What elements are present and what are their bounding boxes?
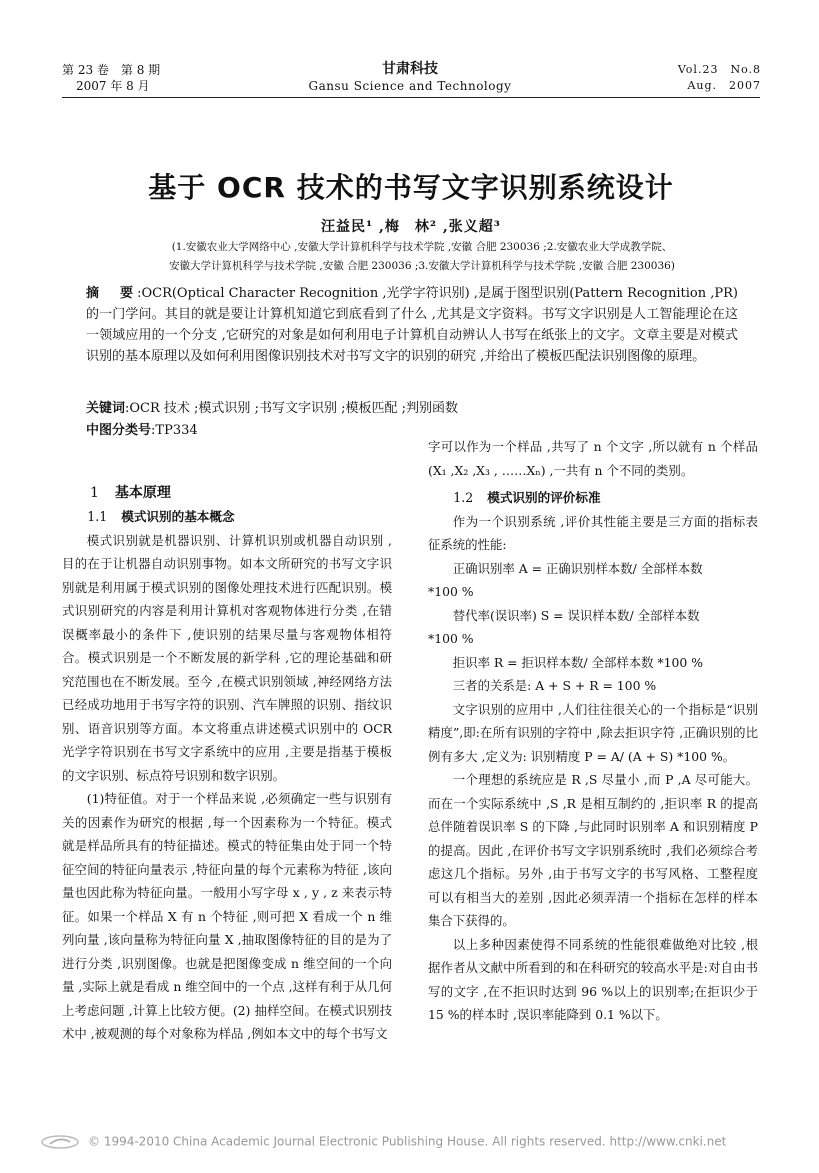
volume-issue-cn: 第 23 卷 第 8 期 xyxy=(62,63,161,77)
journal-name-en: Gansu Science and Technology xyxy=(308,79,512,93)
formula-rejection: 拒识率 R = 拒识样本数/ 全部样本数 *100 % xyxy=(452,654,704,670)
header-rule xyxy=(62,97,760,98)
date-en: Aug. 2007 xyxy=(687,79,761,92)
body-paragraph: 文字识别的应用中 ,人们往往很关心的一个指标是“识别精度”,即:在所有识别的字符中 ,除去拒识字符 ,正确识别的比例有多大 ,定义为: 识别精度 P = A/ (A + S) *100 %。 xyxy=(428,701,758,764)
body-paragraph: 以上多种因素使得不同系统的性能很难做绝对比较 ,根据作者从文献中所看到的和在科研究的较高水平是:对自由书写的文字 ,在不拒识时达到 96 %以上的识别率;在拒识少于 15 %的样本时 ,误识率能降到 0.1 %以下。 xyxy=(428,936,758,1022)
subsection-heading xyxy=(428,486,758,510)
keywords xyxy=(86,398,738,419)
formula-accuracy: 正确识别率 A = 正确识别样本数/ 全部样本数 xyxy=(452,560,703,576)
body-paragraph: 模式识别就是机器识别、计算机识别或机器自动识别 ,目的在于让机器自动识别事物。如本文所研究的书写文字识别就是利用属于模式识别的图像处理技术进行匹配识别。模式识别研究的内容是利用计算机对客观物体进行分类 ,在错误概率最小的条件下 ,使识别的结果尽量与客观物体相符合。模式识别是一个不断发展的新学科 ,它的理论基础和研究范围也在不断发展。至今 ,在模式识别领域 ,神经网络方法已经成功地用于书写字符的识别、汽车牌照的识别、指纹识别、语音识别等方面。本文将重点讲述模式识别中的 OCR 光学字符识别在书写文字系统中的应用 ,主要是指基于模板的文字识别、标点符号识别和数字识别。 xyxy=(62,532,392,783)
formula-accuracy-cont: *100 % xyxy=(428,584,474,599)
journal-name xyxy=(300,60,520,94)
affiliations xyxy=(92,238,752,276)
abstract-label: 摘 要 xyxy=(86,286,138,301)
volume-issue-en: Vol.23 No.8 xyxy=(677,63,761,76)
classification-text: :TP334 xyxy=(151,423,198,438)
body-paragraph-continued: 字可以作为一个样品 ,共写了 n 个文字 ,所以就有 n 个样品(X₁ ,X₂ ,X₃ , ……Xₙ) ,一共有 n 个不同的类别。 xyxy=(428,439,758,478)
right-column xyxy=(428,435,758,1027)
subsection-title: 模式识别的基本概念 xyxy=(121,509,235,524)
copyright-text: © 1994-2010 China Academic Journal Electronic Publishing House. All rights reserved. http://www.cnki.net xyxy=(88,1134,727,1149)
affiliation-line: (1.安徽农业大学网络中心 ,安徽大学计算机科学与技术学院 ,安徽 合肥 230036 ;2.安徽农业大学成教学院、 xyxy=(171,241,673,253)
copyright-footer xyxy=(40,1134,780,1150)
subsection-number: 1.2 xyxy=(453,490,474,505)
left-column xyxy=(62,481,392,1046)
date-cn: 2007 年 8 月 xyxy=(76,79,150,93)
paper-title: 基于 OCR 技术的书写文字识别系统设计 xyxy=(148,171,674,204)
formula-relation: 三者的关系是: A + S + R = 100 % xyxy=(452,678,657,693)
subsection-number: 1.1 xyxy=(87,509,108,524)
section-heading xyxy=(62,481,392,505)
journal-issue-en xyxy=(678,62,761,94)
cnki-logo-icon xyxy=(40,1134,80,1150)
abstract xyxy=(86,283,738,367)
affiliation-line: 安徽大学计算机科学与技术学院 ,安徽 合肥 230036 ;3.安徽大学计算机科学与技术学院 ,安徽 合肥 230036) xyxy=(169,260,675,272)
body-paragraph: 作为一个识别系统 ,评价其性能主要是三方面的指标表征系统的性能: xyxy=(428,513,758,552)
journal-issue-cn xyxy=(62,62,160,94)
formula-substitution-cont: *100 % xyxy=(428,631,474,646)
abstract-text: :OCR(Optical Character Recognition ,光学字符识别) ,是属于图型识别(Pattern Recognition ,PR)的一门学问。其目的就是要让计算机知道它到底看到了什么 ,尤其是文字资料。书写文字识别是人工智能理论在这一领域应用的一个分支 ,它研究的对象是如何利用电子计算机自动辨认人书写在纸张上的文字。文章主要是对模式识别的基本原理以及如何利用图像识别技术对书写文字的识别的研究 ,并给出了模板匹配法识别图像的原理。 xyxy=(86,286,738,364)
body-paragraph: 一个理想的系统应是 R ,S 尽量小 ,而 P ,A 尽可能大。而在一个实际系统中 ,S ,R 是相互制约的 ,拒识率 R 的提高总伴随着误识率 S 的下降 ,与此同时识别率 A 和识别精度 P 的提高。因此 ,在评价书写文字识别系统时 ,我们必须综合考虑这几个指标。另外 ,由于书写文字的书写风格、工整程度可以有相当大的差别 ,因此必须弄清一个指标在怎样的样本集合下获得的。 xyxy=(428,772,758,928)
paper-authors: 汪益民¹ ,梅 林² ,张义超³ xyxy=(321,219,501,235)
formula-substitution: 替代率(误识率) S = 误识样本数/ 全部样本数 xyxy=(452,607,700,623)
body-paragraph: (1)特征值。对于一个样品来说 ,必须确定一些与识别有关的因素作为研究的根据 ,每一个因素称为一个特征。模式就是样品所具有的特征描述。模式的特征集由处于同一个特征空间的特征向量表示 ,特征向量的每个元素称为特征 ,该向量也因此称为特征向量。一般用小写字母 x , y , z 来表示特征。如果一个样品 X 有 n 个特征 ,则可把 X 看成一个 n 维列向量 ,该向量称为特征向量 X ,抽取图像特征的目的是为了进行分类 ,识别图像。也就是把图像变成 n 维空间的一个向量 ,实际上就是看成 n 维空间中的一个点 ,这样有利于从几何上考虑问题 ,计算上比较方便。(2) 抽样空间。在模式识别技术中 ,被观测的每个对象称为样品 ,例如本文中的每个书写文 xyxy=(62,791,392,1041)
keywords-label: 关键词 xyxy=(86,401,126,416)
section-title: 基本原理 xyxy=(114,485,171,501)
keywords-text: :OCR 技术 ;模式识别 ;书写文字识别 ;模板匹配 ;判别函数 xyxy=(125,401,458,416)
journal-name-cn: 甘肃科技 xyxy=(382,61,438,77)
subsection-heading xyxy=(62,505,392,529)
subsection-title: 模式识别的评价标准 xyxy=(487,490,601,505)
section-number: 1 xyxy=(90,485,99,501)
classification-label: 中图分类号 xyxy=(86,423,152,438)
